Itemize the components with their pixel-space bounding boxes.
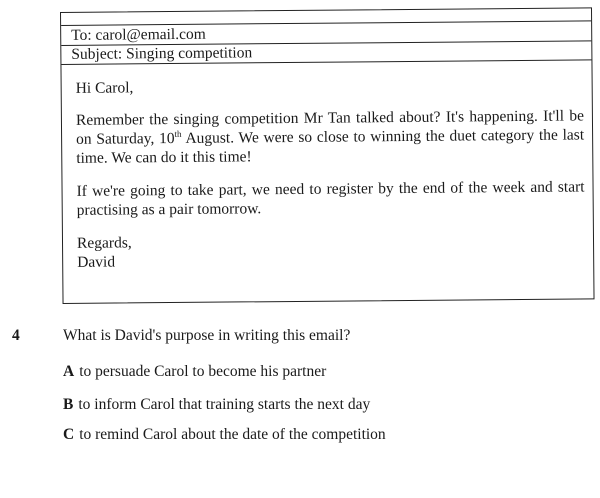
option-a-text: to persuade Carol to become his partner xyxy=(79,363,327,380)
email-subject-field: Subject: Singing competition xyxy=(61,40,591,65)
option-a[interactable] xyxy=(63,363,326,381)
question-text: What is David's purpose in writing this email? xyxy=(63,327,351,344)
email-closing: Regards, xyxy=(76,234,132,252)
option-c-letter: C xyxy=(63,426,75,443)
email-greeting: Hi Carol, xyxy=(75,79,134,97)
email-paragraph-2: If we're going to take part, we need to register by the end of the week and start practising as a pair tomorrow. xyxy=(76,178,585,219)
email-signature: David xyxy=(77,253,116,271)
para1-text-start: Remember the singing competition Mr Tan talked about? It's happening. It'll be on Saturday, 10 xyxy=(75,107,585,148)
option-a-letter: A xyxy=(63,363,75,380)
question-number: 4 xyxy=(12,327,20,344)
option-b[interactable] xyxy=(63,396,370,414)
option-b-letter: B xyxy=(63,396,74,413)
option-c-text: to remind Carol about the date of the competition xyxy=(79,426,386,443)
option-b-text: to inform Carol that training starts the next day xyxy=(78,396,371,413)
email-paragraph-1 xyxy=(76,106,584,167)
email-box xyxy=(60,7,595,304)
email-body xyxy=(76,74,586,271)
para1-ordinal-suffix: th xyxy=(174,128,182,139)
option-c[interactable] xyxy=(63,426,386,444)
email-to-field: To: carol@email.com xyxy=(61,20,591,46)
para1-text-end: August. We were so close to winning the duet category the last time. We can do it this time! xyxy=(76,126,585,167)
